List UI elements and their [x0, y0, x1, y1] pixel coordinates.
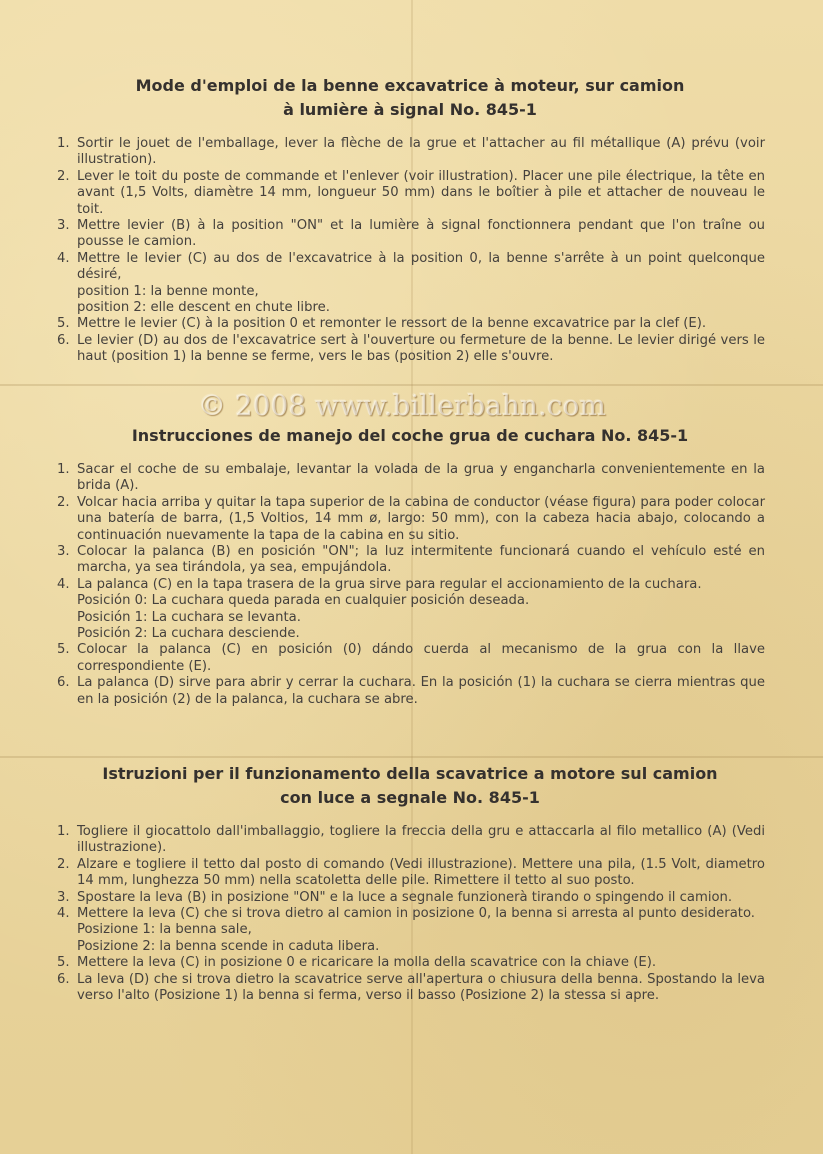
list-item: 2. Alzare e togliere il tetto dal posto di comando (Vedi illustrazione). Mettere una pila, (1.5 Volt, diametro 14 mm, lunghezza 50 mm) nella scatoletta delle pile. Rimettere il tetto al suo posto. [57, 856, 765, 889]
list-item: 5. Colocar la palanca (C) en posición (0) dándo cuerda al mecanismo de la grua con la llave correspondiente (E). [57, 642, 765, 674]
italian-title-line2: con luce a segnale No. 845-1 [280, 788, 540, 807]
list-item: 2. Lever le toit du poste de commande et l'enlever (voir illustration). Placer une pile électrique, la tête en avant (1,5 Volts, diamètre 14 mm, longueur 50 mm) dans le boîtier à pile et attacher de nouveau le toit. [57, 168, 765, 217]
french-title-line1: Mode d'emploi de la benne excavatrice à moteur, sur camion [135, 76, 685, 95]
list-item: 6. La palanca (D) sirve para abrir y cerrar la cuchara. En la posición (1) la cuchara se cierra mientras que en la posición (2) de la palanca, la cuchara se abre. [57, 675, 765, 707]
list-item: 3. Colocar la palanca (B) en posición "ON"; la luz intermitente funcionará cuando el vehículo esté en marcha, ya sea tirándola, ya sea, empujándola. [57, 544, 765, 576]
spanish-title: Instrucciones de manejo del coche grua de cuchara No. 845-1 [131, 426, 689, 445]
list-item: 1. Sacar el coche de su embalaje, levantar la volada de la grua y engancharla convenientemente en la brida (A). [57, 462, 765, 494]
list-item: 1. Sortir le jouet de l'emballage, lever la flèche de la grue et l'attacher au fil métallique (A) prévu (voir illustration). [57, 136, 765, 168]
section-spanish [55, 424, 765, 708]
list-item: 1. Togliere il giocattolo dall'imballaggio, togliere la freccia della gru e attaccarla al filo metallico (A) (Vedi illustrazione). [57, 824, 765, 856]
list-item: 3. Spostare la leva (B) in posizione "ON" e la luce a segnale funzionerà tirando o spingendo il camion. [57, 889, 733, 905]
list-item: 2. Volcar hacia arriba y quitar la tapa superior de la cabina de conductor (véase figura) para poder colocar una batería de barra, (1,5 Voltios, 14 mm ø, largo: 50 mm), con la cabeza hacia abajo, colocando a continuación nuevamente la tapa de la cabina en su sitio. [57, 494, 765, 543]
list-item: 5. Mettere la leva (C) in posizione 0 e ricaricare la molla della scavatrice con la chiave (E). [57, 955, 657, 971]
spanish-instruction-list [55, 462, 765, 708]
list-item: 6. La leva (D) che si trova dietro la scavatrice serve all'apertura o chiusura della benna. Spostando la leva verso l'alto (Posizione 1) la benna si ferma, verso il basso (Posizione 2) la stessa si apre. [57, 971, 765, 1004]
section-italian [55, 762, 765, 1004]
copyright-watermark: © 2008 www.billerbahn.com [198, 389, 606, 422]
french-instruction-list [55, 136, 765, 366]
list-item: 5. Mettre le levier (C) à la position 0 et remonter le ressort de la benne excavatrice par la clef (E). [57, 316, 707, 332]
italian-instruction-list [55, 824, 765, 1004]
list-item: 3. Mettre levier (B) à la position "ON" et la lumière à signal fonctionnera pendant que l'on traîne ou pousse le camion. [57, 218, 765, 250]
list-item: 4. La palanca (C) en la tapa trasera de la grua sirve para regular el accionamiento de la cuchara. Posición 0: La cuchara queda parada en cualquier posición deseada. Posición 1: La cuchara se levanta. Posición 2: La cuchara desciende. [57, 576, 702, 642]
section-french [55, 74, 765, 366]
french-title-line2: à lumière à signal No. 845-1 [283, 100, 537, 119]
list-item: 4. Mettre le levier (C) au dos de l'excavatrice à la position 0, la benne s'arrête à un point quelconque désiré, position 1: la benne monte, position 2: elle descent en chute libre. [57, 250, 765, 316]
list-item: 6. Le levier (D) au dos de l'excavatrice sert à l'ouverture ou fermeture de la benne. Le levier dirigé vers le haut (position 1) la benne se ferme, vers le bas (position 2) elle s'ouvre. [57, 332, 765, 365]
italian-title-line1: Istruzioni per il funzionamento della scavatrice a motore sul camion [102, 764, 718, 783]
list-item: 4. Mettere la leva (C) che si trova dietro al camion in posizione 0, la benna si arresta al punto desiderato. Posizione 1: la benna sale, Posizione 2: la benna scende in caduta libera. [57, 906, 755, 954]
